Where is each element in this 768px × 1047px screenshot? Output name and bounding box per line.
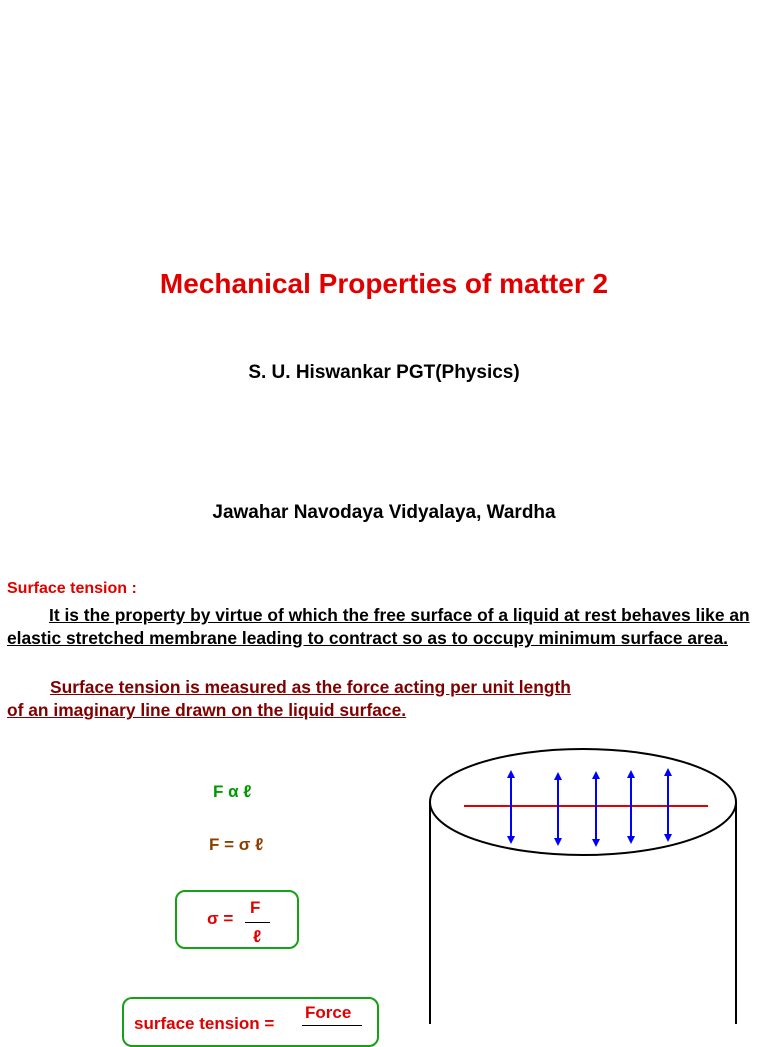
st-fraction-bar — [302, 1025, 362, 1026]
force-equation: F = σ ℓ — [209, 835, 264, 854]
surface-tension-heading: Surface tension : — [7, 580, 137, 597]
sigma-lhs: σ = — [207, 909, 234, 928]
sigma-numerator: F — [250, 898, 261, 917]
st-numerator: Force — [305, 1003, 352, 1022]
st-lhs: surface tension = — [134, 1014, 275, 1033]
measure-line-1: Surface tension is measured as the force acting per unit length — [50, 677, 571, 697]
surface-tension-definition: It is the property by virtue of which the free surface of a liquid at rest behaves like an elastic stretched membrane leading to contract so as to occupy minimum surface area. — [7, 605, 750, 648]
page-title: Mechanical Properties of matter 2 — [159, 268, 609, 299]
school-line: Jawahar Navodaya Vidyalaya, Wardha — [212, 502, 556, 523]
author-line: S. U. Hiswankar PGT(Physics) — [248, 362, 520, 383]
proportional-formula: F α ℓ — [213, 782, 252, 801]
measure-line-2: of an imaginary line drawn on the liquid surface. — [7, 700, 407, 720]
sigma-denominator: ℓ — [253, 927, 262, 946]
cylinder-outline — [430, 749, 736, 1024]
